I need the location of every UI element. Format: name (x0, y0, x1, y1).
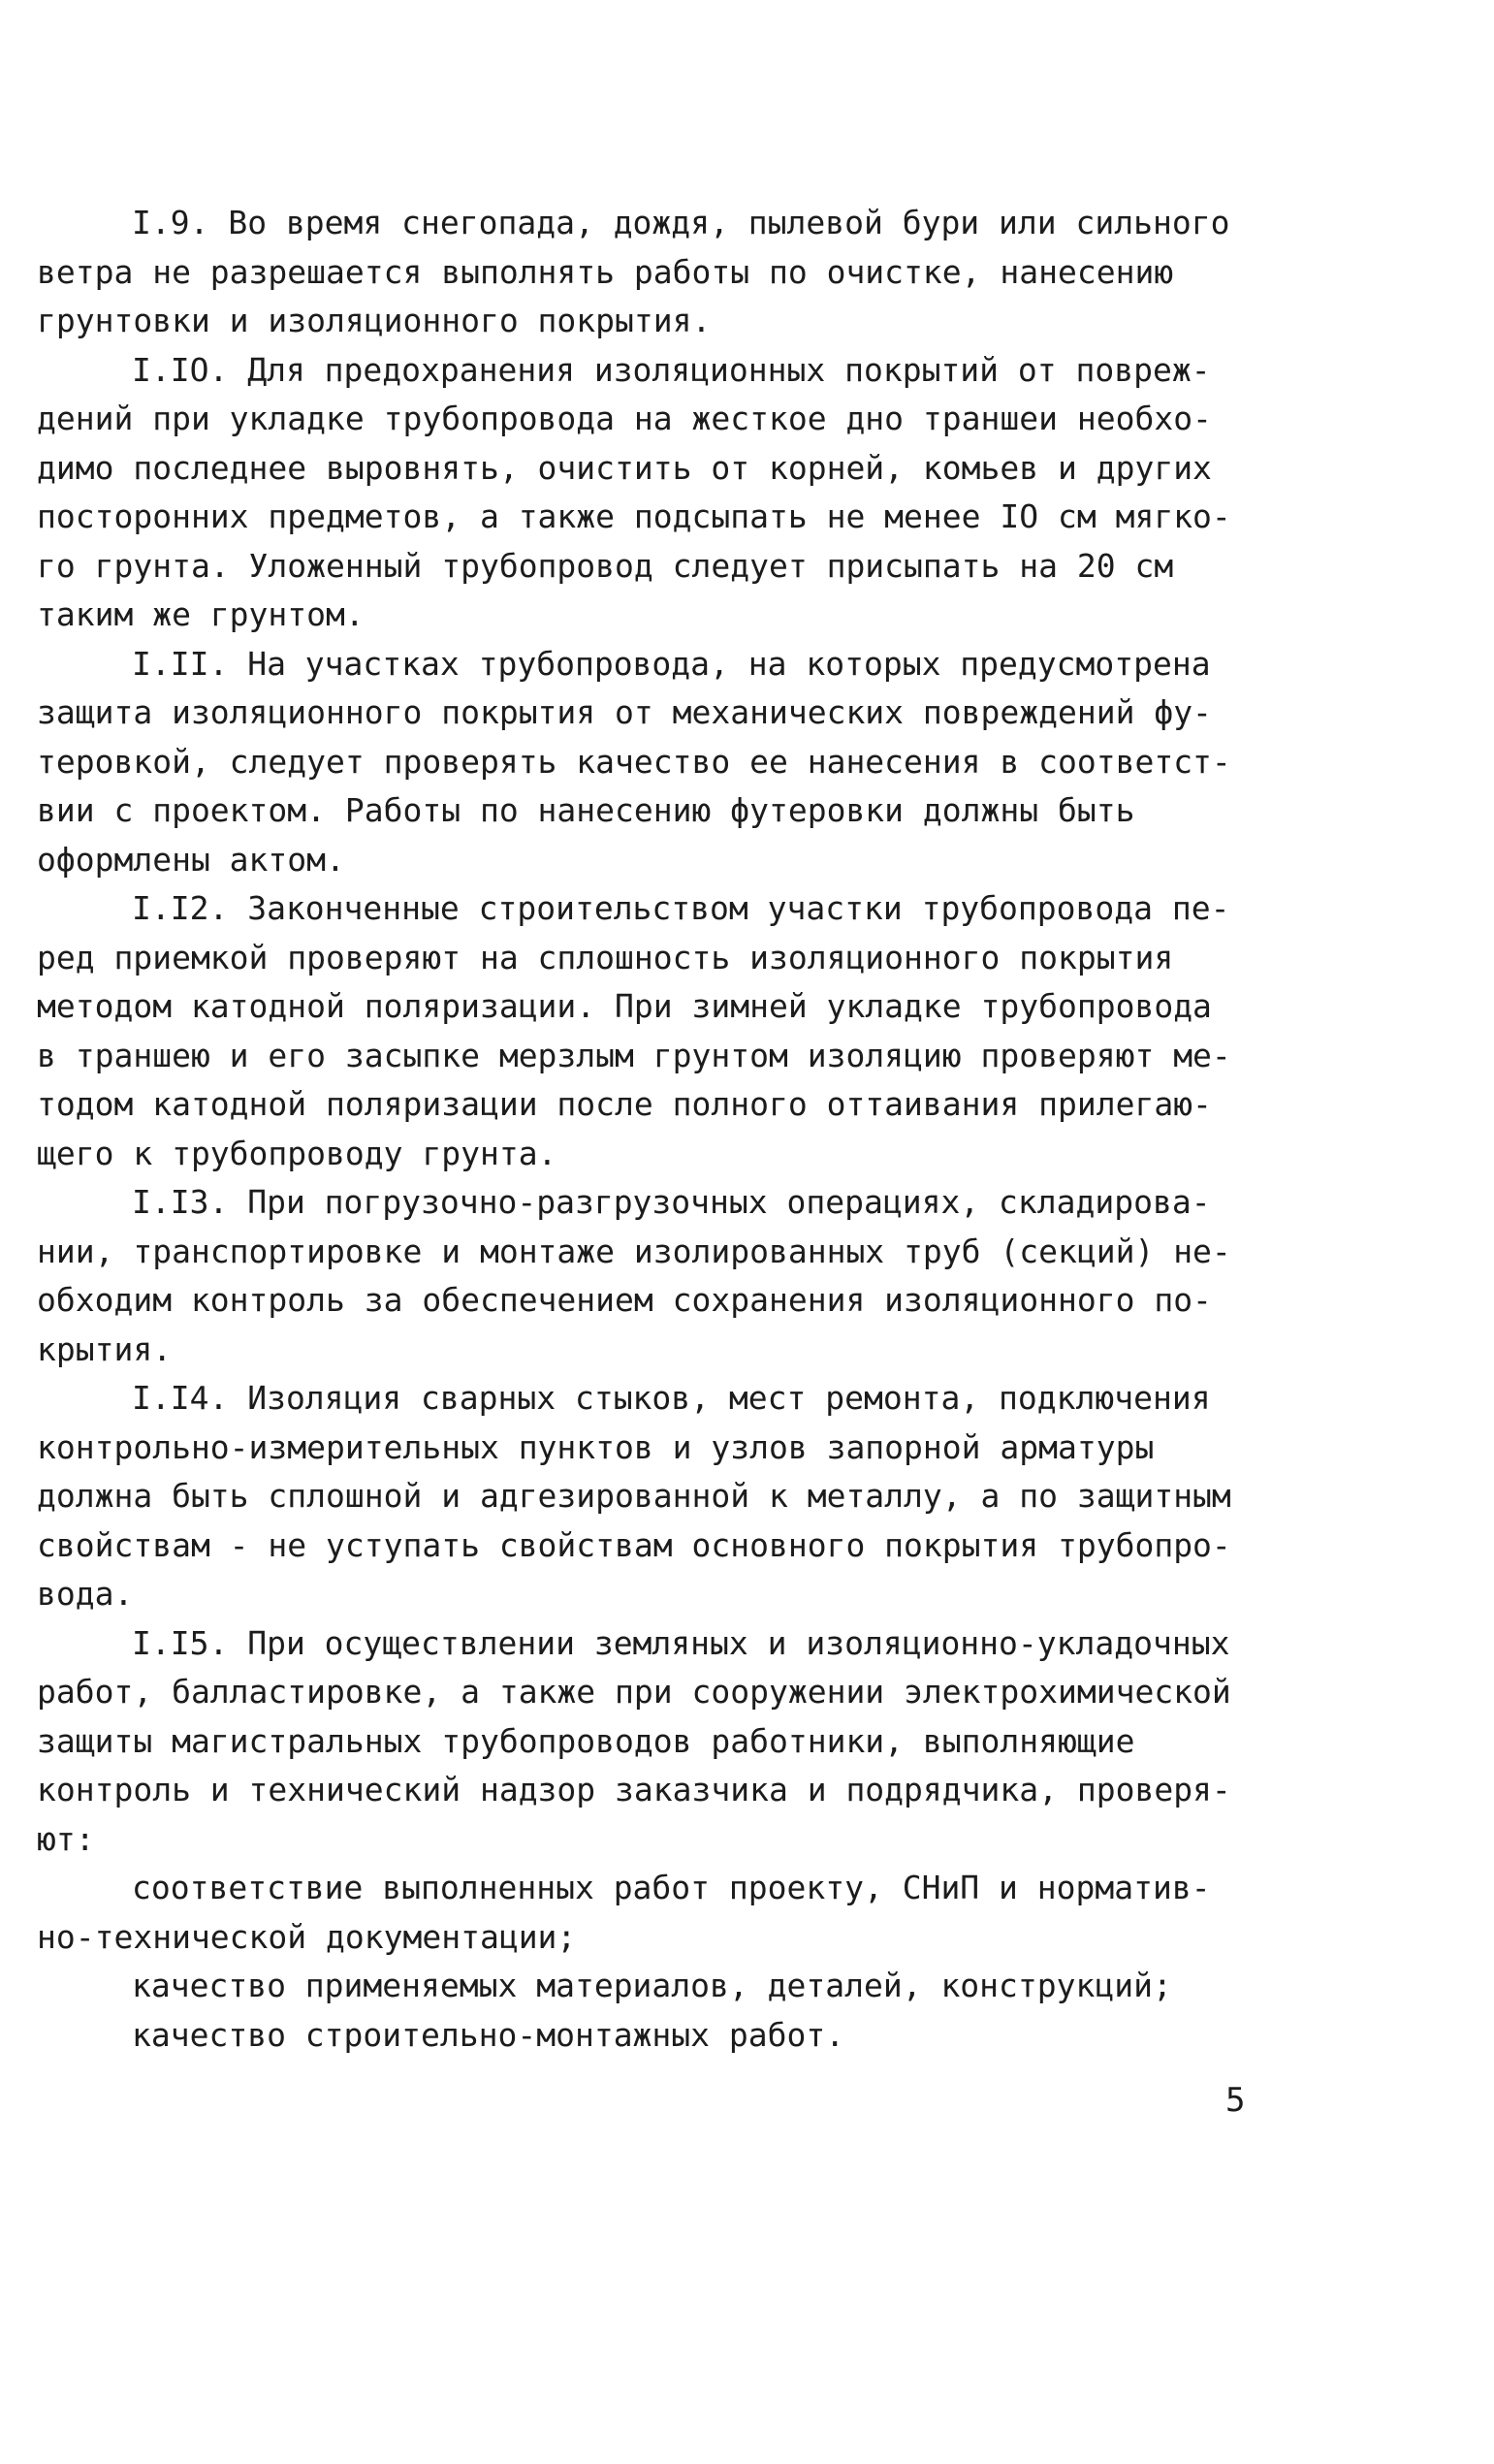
page-number: 5 (1225, 2081, 1246, 2120)
text-line: защиты магистральных трубопроводов работники, выполняющие (37, 1721, 1135, 1760)
text-line: в траншею и его засыпке мерзлым грунтом изоляцию проверяют ме- (37, 1036, 1231, 1074)
text-line: I.II. На участках трубопровода, на которых предусмотрена (132, 644, 1211, 683)
text-line: качество применяемых материалов, деталей, конструкций; (132, 1967, 1172, 2004)
text-line: ют: (37, 1819, 95, 1858)
text-line: щего к трубопроводу грунта. (37, 1134, 557, 1172)
text-line: I.I2. Законченные строительством участки трубопровода пе- (132, 889, 1230, 927)
text-line: свойствам - не уступать свойствам основного покрытия трубопро- (37, 1525, 1231, 1564)
text-line: нии, транспортировке и монтаже изолированных труб (секций) не- (37, 1232, 1231, 1270)
text-line: крытия. (37, 1329, 173, 1368)
text-line: I.I5. При осуществлении земляных и изоляционно-укладочных (132, 1623, 1230, 1662)
text-line: ветра не разрешается выполнять работы по очистке, нанесению (37, 252, 1174, 291)
text-line: работ, балластировке, а также при сооружении электрохимической (37, 1673, 1231, 1711)
text-line: грунтовки и изоляционного покрытия. (37, 302, 712, 339)
text-line: димо последнее выровнять, очистить от корней, комьев и других (37, 448, 1212, 487)
text-line: I.9. Во время снегопада, дождя, пылевой бури или сильного (132, 204, 1230, 241)
text-line: I.I3. При погрузочно-разгрузочных операциях, складирова- (132, 1183, 1211, 1221)
text-line: посторонних предметов, а также подсыпать не менее IO см мягко- (37, 497, 1231, 535)
text-line: тодом катодной поляризации после полного оттаивания прилегаю- (37, 1085, 1212, 1123)
text-line: дений при укладке трубопровода на жесткое дно траншеи необхо- (37, 400, 1212, 437)
text-line: контроль и технический надзор заказчика и подрядчика, проверя- (37, 1771, 1231, 1808)
text-line: должна быть сплошной и адгезированной к металлу, а по защитным (37, 1477, 1231, 1515)
text-line: соответствие выполненных работ проекту, СНиП и норматив- (132, 1869, 1211, 1906)
text-line: оформлены актом. (37, 840, 345, 879)
text-line: методом катодной поляризации. При зимней укладке трубопровода (37, 987, 1212, 1025)
text-line: обходим контроль за обеспечением сохранения изоляционного по- (37, 1281, 1212, 1319)
text-line: вии с проектом. Работы по нанесению футеровки должны быть (37, 791, 1135, 829)
text-line: теровкой, следует проверять качество ее нанесения в соответст- (37, 742, 1231, 781)
text-line: I.IO. Для предохранения изоляционных покрытий от повреж- (132, 350, 1211, 389)
text-line: качество строительно-монтажных работ. (132, 2015, 845, 2054)
text-line: защита изоляционного покрытия от механических повреждений фу- (37, 693, 1212, 731)
text-line: таким же грунтом. (37, 595, 365, 633)
text-line: но-технической документации; (37, 1917, 577, 1956)
text-line: I.I4. Изоляция сварных стыков, мест ремонта, подключения (132, 1379, 1211, 1417)
text-line: контрольно-измерительных пунктов и узлов запорной арматуры (37, 1427, 1155, 1466)
text-line: вода. (37, 1575, 134, 1613)
body-text (37, 199, 1297, 2060)
text-line: ред приемкой проверяют на сплошность изоляционного покрытия (37, 938, 1174, 976)
text-line: го грунта. Уложенный трубопровод следует присыпать на 20 см (37, 546, 1174, 585)
